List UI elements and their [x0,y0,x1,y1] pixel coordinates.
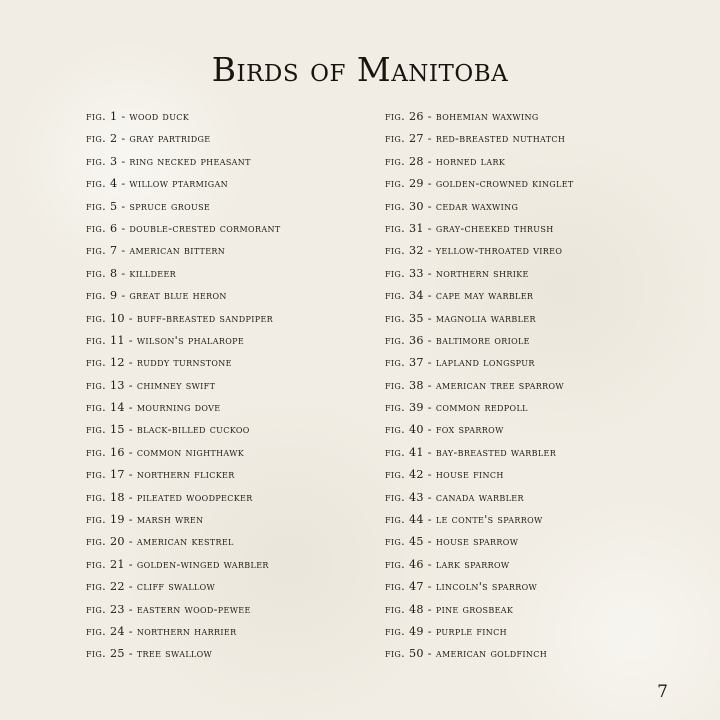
figure-list-item: fig. 16 - common nighthawk [86,445,245,459]
figure-list-item: fig. 13 - chimney swift [86,378,216,392]
figure-list-item: fig. 18 - pileated woodpecker [86,490,253,504]
figure-list-item: fig. 19 - marsh wren [86,513,204,527]
figure-list-item: fig. 2 - gray partridge [86,132,211,146]
figure-list-item: fig. 44 - le conte's sparrow [385,513,543,527]
figure-list-item: fig. 22 - cliff swallow [86,580,216,594]
figure-list-item: fig. 30 - cedar waxwing [385,199,519,213]
figure-list-item: fig. 9 - great blue heron [86,289,227,303]
figure-list-item: fig. 17 - northern flicker [86,468,235,482]
figure-list-item: fig. 46 - lark sparrow [385,557,510,571]
figure-list-item: fig. 33 - northern shrike [385,266,529,280]
figure-list-item: fig. 31 - gray-cheeked thrush [385,221,554,235]
figure-list-item: fig. 37 - lapland longspur [385,356,535,370]
figure-list-right [385,106,685,666]
figure-list-item: fig. 42 - house finch [385,468,504,482]
figure-list-item: fig. 49 - purple finch [385,624,507,638]
figure-list-item: fig. 15 - black-billed cuckoo [86,423,250,437]
figure-list-item: fig. 20 - american kestrel [86,535,234,549]
figure-list-item: fig. 29 - golden-crowned kinglet [385,177,574,191]
figure-list-item: fig. 3 - ring necked pheasant [86,154,251,168]
figure-list-item: fig. 43 - canada warbler [385,490,524,504]
figure-list-item: fig. 41 - bay-breasted warbler [385,445,557,459]
figure-list-item: fig. 32 - yellow-throated vireo [385,244,563,258]
page-title: Birds of Manitoba [211,50,509,90]
figure-list-item: fig. 23 - eastern wood-pewee [86,602,251,616]
figure-list-item: fig. 38 - american tree sparrow [385,378,564,392]
figure-list-item: fig. 21 - golden-winged warbler [86,557,269,571]
figure-list-item: fig. 25 - tree swallow [86,647,213,661]
figure-list-item: fig. 36 - baltimore oriole [385,333,530,347]
figure-list-item: fig. 27 - red-breasted nuthatch [385,132,566,146]
figure-list-item: fig. 24 - northern harrier [86,624,237,638]
figure-list-item: fig. 12 - ruddy turnstone [86,356,232,370]
page-number: 7 [657,682,668,702]
figure-list-item: fig. 47 - lincoln's sparrow [385,580,538,594]
figure-list-item: fig. 40 - fox sparrow [385,423,504,437]
figure-list-item: fig. 35 - magnolia warbler [385,311,536,325]
figure-list-item: fig. 7 - american bittern [86,244,226,258]
figure-list-item: fig. 48 - pine grosbeak [385,602,514,616]
figure-list-item: fig. 5 - spruce grouse [86,199,211,213]
figure-list-item: fig. 8 - killdeer [86,266,177,280]
figure-list-item: fig. 11 - wilson's phalarope [86,333,245,347]
figure-list-item: fig. 26 - bohemian waxwing [385,110,539,123]
figure-list-item: fig. 1 - wood duck [86,110,190,123]
figure-list-item: fig. 50 - american goldfinch [385,647,548,661]
figure-list-item: fig. 4 - willow ptarmigan [86,177,228,191]
figure-list-item: fig. 34 - cape may warbler [385,289,534,303]
figure-list-item: fig. 39 - common redpoll [385,401,528,415]
figure-list-item: fig. 14 - mourning dove [86,401,221,415]
figure-list-item: fig. 45 - house sparrow [385,535,519,549]
figure-list-item: fig. 28 - horned lark [385,154,506,168]
figure-list-item: fig. 10 - buff-breasted sandpiper [86,311,274,325]
figure-list-left [86,106,376,666]
figure-list-item: fig. 6 - double-crested cormorant [86,221,281,235]
